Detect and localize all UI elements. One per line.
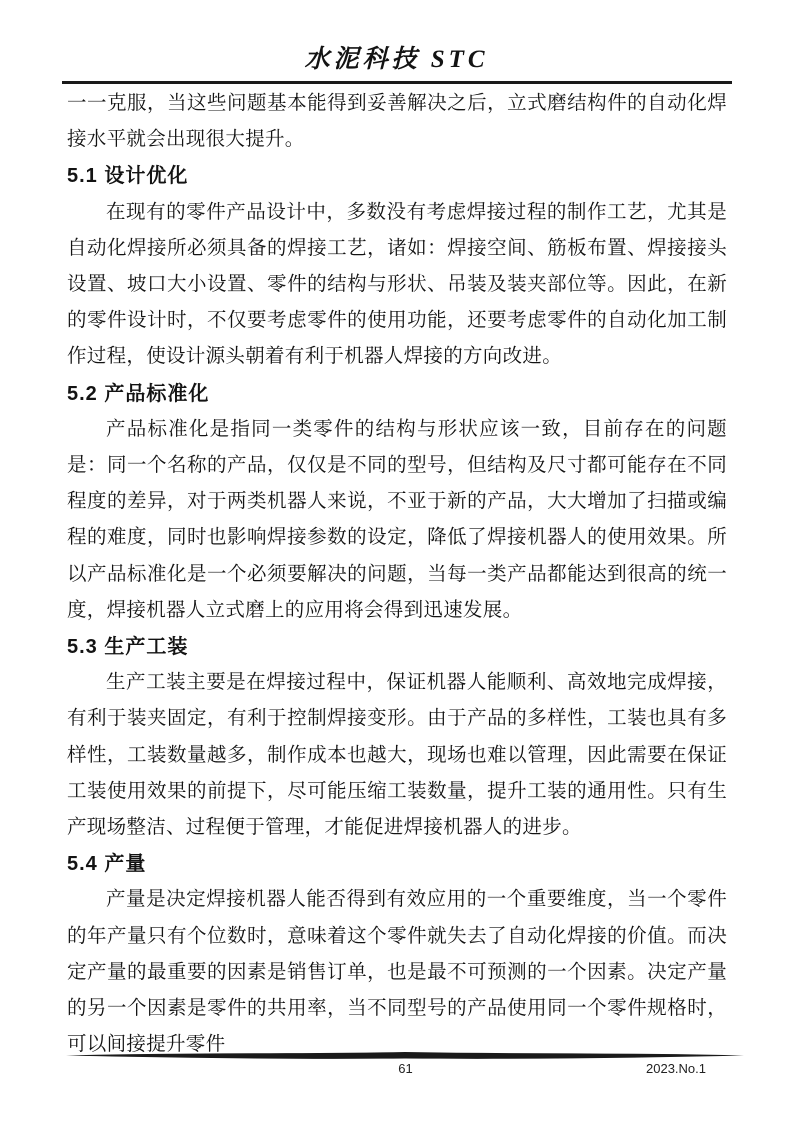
section-paragraph-5-3: 生产工装主要是在焊接过程中，保证机器人能顺利、高效地完成焊接，有利于装夹固定，有利于控制焊接变形。由于产品的多样性，工装也具有多样性，工装数量越多，制作成本也越大，现场也难以管理，因此需要在保证工装使用效果的前提下，尽可能压缩工装数量，提升工装的通用性。只有生产现场整洁、过程便于管理，才能促进焊接机器人的进步。 — [67, 672, 727, 839]
article-content — [67, 86, 727, 1063]
section-paragraph-5-4: 产量是决定焊接机器人能否得到有效应用的一个重要维度，当一个零件的年产量只有个位数时，意味着这个零件就失去了自动化焊接的价值。而决定产量的最重要的因素是销售订单，也是最不可预测的一个因素。决定产量的另一个因素是零件的共用率，当不同型号的产品使用同一个零件规格时，可以间接提升零件 — [67, 889, 727, 1056]
footer — [67, 1061, 744, 1079]
section-heading-5-3: 5.3 生产工装 — [67, 636, 189, 659]
section-paragraph-5-2: 产品标准化是指同一类零件的结构与形状应该一致，目前存在的问题是：同一个名称的产品，仅仅是不同的型号，但结构及尺寸都可能存在不同程度的差异，对于两类机器人来说，不亚于新的产品，大大增加了扫描或编程的难度，同时也影响焊接参数的设定，降低了焊接机器人的使用效果。所以产品标准化是一个必须要解决的问题，当每一类产品都能达到很高的统一度，焊接机器人立式磨上的应用将会得到迅速发展。 — [67, 418, 727, 621]
section-heading-5-4: 5.4 产量 — [67, 853, 147, 876]
header-rule — [62, 81, 732, 84]
section-heading-5-2: 5.2 产品标准化 — [67, 382, 210, 405]
paragraph-continuation: 一一克服，当这些问题基本能得到妥善解决之后，立式磨结构件的自动化焊接水平就会出现很大提升。 — [67, 93, 727, 151]
footer-rule — [66, 1051, 744, 1060]
journal-title: 水泥科技 STC — [304, 46, 489, 73]
section-paragraph-5-1: 在现有的零件产品设计中，多数没有考虑焊接过程的制作工艺，尤其是自动化焊接所必须具备的焊接工艺，诸如：焊接空间、筋板布置、焊接接头设置、坡口大小设置、零件的结构与形状、吊装及装夹部位等。因此，在新的零件设计时，不仅要考虑零件的使用功能，还要考虑零件的自动化加工制作过程，使设计源头朝着有利于机器人焊接的方向改进。 — [67, 201, 727, 368]
section-heading-5-1: 5.1 设计优化 — [67, 165, 189, 188]
issue-label: 2023.No.1 — [646, 1061, 706, 1076]
page-number: 61 — [398, 1061, 413, 1076]
